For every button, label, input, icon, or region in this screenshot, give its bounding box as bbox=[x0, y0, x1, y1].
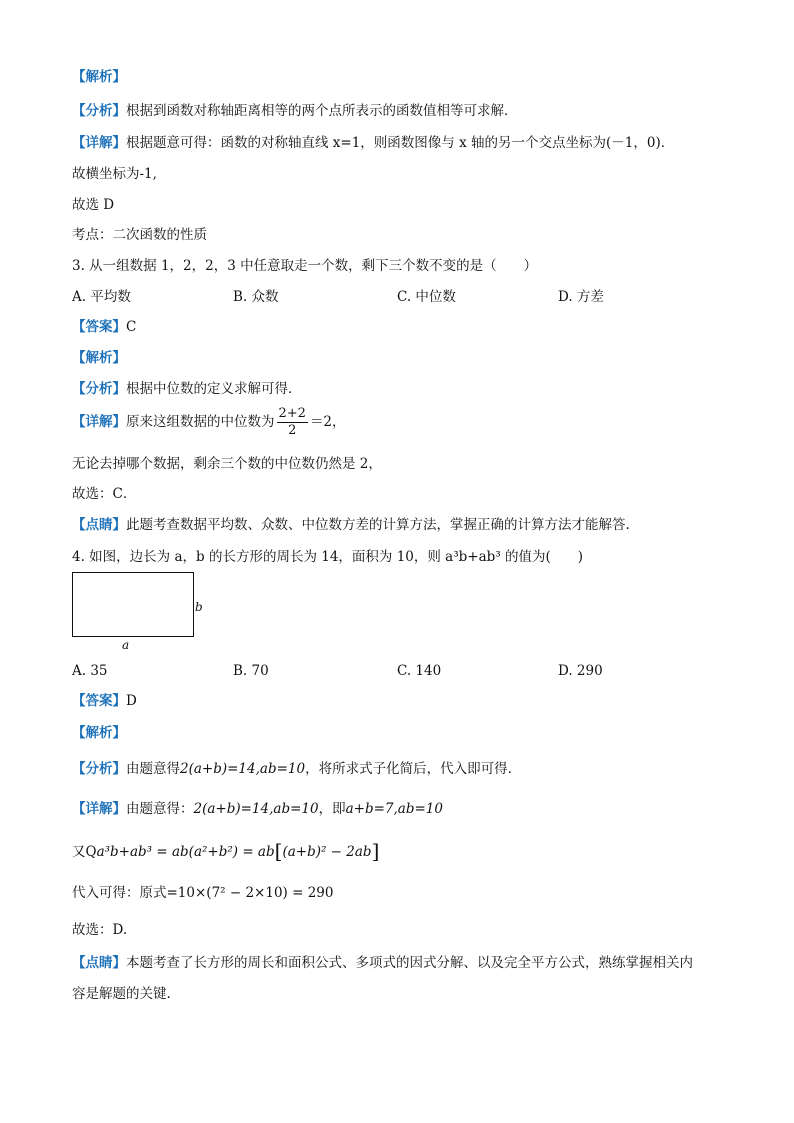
xiangjie-tag: 【详解】 bbox=[72, 135, 126, 151]
q3-fenxi-text: 根据中位数的定义求解可得． bbox=[126, 381, 302, 397]
q3-option-a: A. 平均数 bbox=[72, 289, 131, 305]
q3-answer-line bbox=[72, 318, 136, 336]
q4-fenxi-pre: 由题意得 bbox=[126, 761, 180, 777]
q4-xiangjie-math2: a+b=7,ab=10 bbox=[345, 801, 443, 817]
q4-you-bracket: (a+b)² − 2ab bbox=[282, 844, 372, 860]
q4-fenxi-line: 【分析】由题意得2(a+b)=14,ab=10，将所求式子化简后，代入即可得. bbox=[72, 761, 512, 777]
q2-xiangjie-text: 根据题意可得：函数的对称轴直线 x=1，则函数图像与 x 轴的另一个交点坐标为(－1，0)． bbox=[126, 135, 675, 151]
figure-label-a: a bbox=[122, 638, 130, 652]
q4-fenxi-post: ，将所求式子化简后，代入即可得. bbox=[305, 761, 512, 777]
q3-answer: C bbox=[126, 319, 137, 335]
q4-option-d: D. 290 bbox=[558, 663, 603, 679]
q4-dianjing-line: 【点睛】本题考查了长方形的周长和面积公式、多项式的因式分解、以及完全平方公式，熟练掌握相关内 bbox=[72, 955, 693, 971]
q4-xiangjie-line: 【详解】由题意得：2(a+b)=14,ab=10，即a+b=7,ab=10 bbox=[72, 801, 443, 817]
q2-fenxi-line bbox=[72, 102, 518, 120]
q4-answer-line: 【答案】D bbox=[72, 693, 137, 709]
q3-dianjing-line bbox=[72, 516, 630, 534]
q3-fenxi-line: 【分析】根据中位数的定义求解可得． bbox=[72, 381, 302, 397]
q4-select: 故选：D. bbox=[72, 922, 128, 938]
q2-jiexi-tag: 【解析】 bbox=[72, 69, 126, 85]
q4-xiangjie-mid: ，即 bbox=[318, 801, 346, 817]
q3-option-c: C. 中位数 bbox=[397, 289, 456, 305]
q2-line4: 故选 D bbox=[72, 197, 115, 213]
left-bracket: [ bbox=[274, 839, 283, 863]
q3-option-b: B. 众数 bbox=[233, 289, 279, 305]
q3-xiangjie-post: ＝2， bbox=[309, 414, 346, 430]
fenxi-tag: 【分析】 bbox=[72, 103, 126, 119]
q4-option-c: C. 140 bbox=[397, 663, 442, 679]
daan-tag: 【答案】 bbox=[72, 319, 126, 335]
q4-xiangjie-math1: 2(a+b)=14,ab=10 bbox=[193, 801, 319, 817]
q4-jiexi-tag: 【解析】 bbox=[72, 725, 126, 741]
q2-line3: 故横坐标为-1, bbox=[72, 166, 157, 182]
q4-you-math: a³b+ab³ = ab(a²+b²) = ab bbox=[96, 844, 275, 860]
q3-line2: 无论去掉哪个数据，剩余三个数的中位数仍然是 2， bbox=[72, 456, 382, 472]
q3-xiangjie-pre: 原来这组数据的中位数为 bbox=[126, 414, 275, 430]
q4-fenxi-math: 2(a+b)=14,ab=10 bbox=[180, 761, 306, 777]
dianjing-tag: 【点睛】 bbox=[72, 517, 126, 533]
q3-jiexi-tag: 【解析】 bbox=[72, 350, 126, 366]
q4-dianjing-text1: 本题考查了长方形的周长和面积公式、多项式的因式分解、以及完全平方公式，熟练掌握相关内 bbox=[126, 955, 693, 971]
fraction-numerator: 2+2 bbox=[278, 406, 306, 421]
q3-stem: 3. 从一组数据 1，2，2，3 中任意取走一个数，剩下三个数不变的是（ ） bbox=[72, 258, 538, 274]
q2-xiangjie-line bbox=[72, 134, 674, 152]
q4-dairu-line bbox=[72, 884, 333, 902]
q2-fenxi-text: 根据到函数对称轴距离相等的两个点所表示的函数值相等可求解． bbox=[126, 103, 518, 119]
rectangle-figure bbox=[72, 572, 194, 637]
q4-answer: D bbox=[126, 693, 137, 709]
q4-dairu-math: =10×(7² − 2×10) = 290 bbox=[166, 885, 334, 901]
q3-line3: 故选：C． bbox=[72, 486, 137, 502]
q4-xiangjie-pre: 由题意得： bbox=[126, 801, 194, 817]
q3-dianjing-text: 此题考查数据平均数、众数、中位数方差的计算方法，掌握正确的计算方法才能解答. bbox=[126, 517, 630, 533]
q3-xiangjie-line: 【详解】原来这组数据的中位数为 $\frac{2+2}{2}$ ＝2， bbox=[72, 406, 346, 438]
q4-you-line bbox=[72, 839, 380, 863]
q4-option-a: A. 35 bbox=[72, 663, 108, 679]
q4-you-pre: 又Q bbox=[72, 844, 97, 860]
q4-stem: 4. 如图，边长为 a，b 的长方形的周长为 14，面积为 10，则 a³b+ab³ 的值为( ) bbox=[72, 549, 584, 565]
median-fraction bbox=[277, 406, 308, 439]
q4-dianjing-line2: 容是解题的关键. bbox=[72, 986, 171, 1002]
q2-kaodian: 考点：二次函数的性质 bbox=[72, 227, 207, 243]
q4-dairu-pre: 代入可得：原式 bbox=[72, 885, 167, 901]
q4-option-b: B. 70 bbox=[233, 663, 269, 679]
fraction-denominator: 2 bbox=[288, 423, 297, 438]
q3-option-d: D. 方差 bbox=[558, 289, 604, 305]
right-bracket: ] bbox=[371, 839, 380, 863]
figure-label-b: b bbox=[195, 600, 203, 614]
